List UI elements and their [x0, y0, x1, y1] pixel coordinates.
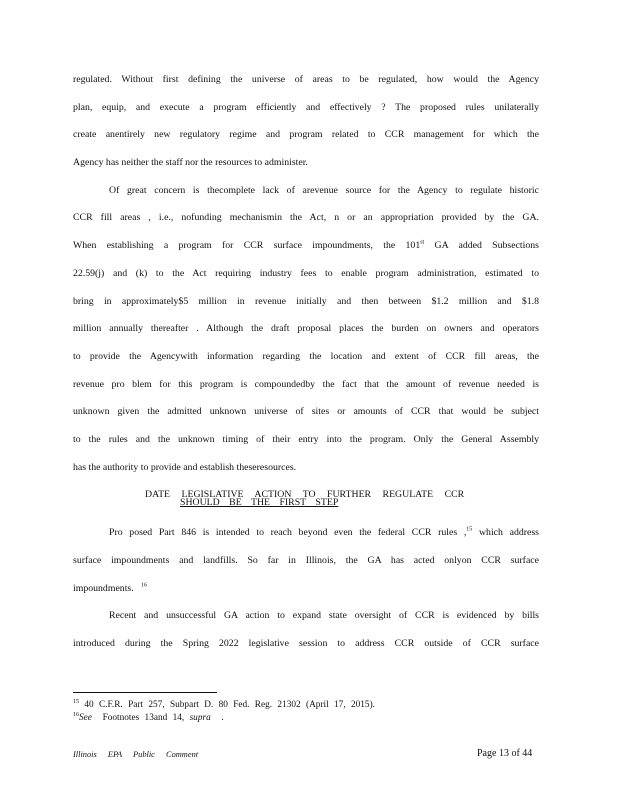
- text-fragment: When establishing a program for CCR surface impoundments, the 101: [73, 240, 421, 252]
- text-line: to provide the Agencywith information regarding the location and extent of CCR fill areas, the: [73, 350, 539, 362]
- body-text: [73, 68, 539, 660]
- ordinal-superscript: st: [420, 239, 425, 246]
- footnote-signal: See: [79, 713, 92, 723]
- text-line: Recent and unsuccessful GA action to expand state oversight of CCR is evidenced by bills: [109, 610, 539, 622]
- footnote-16: [73, 712, 539, 725]
- section-heading-line1: DATE LEGISLATIVE ACTION TO FURTHER REGULATE CCR: [145, 489, 465, 501]
- text-line: create anentirely new regulatory regime and program related to CCR management for which the: [73, 129, 539, 141]
- section-heading-line2: SHOULD BE THE FIRST STEP: [180, 497, 339, 509]
- text-fragment: Pro posed Part 846 is intended to reach beyond even the federal CCR rules ,: [109, 527, 467, 539]
- text-line: [73, 521, 539, 549]
- text-fragment: which address: [472, 527, 539, 539]
- footnote-number: 15: [73, 698, 79, 705]
- text-line: Agency has neither the staff nor the resources to administer.: [73, 157, 308, 169]
- text-line: revenue pro blem for this program is compoundedby the fact that the amount of revenue needed is: [73, 378, 539, 390]
- text-line: unknown given the admitted unknown universe of sites or amounts of CCR that would be subject: [73, 406, 539, 418]
- footnote-ref[interactable]: 15: [466, 527, 473, 534]
- text-line: introduced during the Spring 2022 legislative session to address CCR outside of CCR surface: [73, 638, 539, 650]
- text-line: plan, equip, and execute a program efficiently and effectively ? The proposed rules unilaterally: [73, 101, 539, 113]
- text-line: CCR fill areas , i.e., nofunding mechanismin the Act, n or an appropriation provided by the GA.: [73, 212, 539, 224]
- footnote-number: 16: [73, 711, 79, 718]
- section-heading: [73, 483, 539, 521]
- footnote-divider: [73, 692, 217, 693]
- footnote-text: 40 C.F.R. Part 257, Subpart D. 80 Fed. Reg. 21302 (April 17, 2015).: [84, 700, 375, 710]
- text-line: surface impoundments and landfills. So far in Illinois, the GA has acted onlyon CCR surface: [73, 555, 539, 566]
- footnote-15: [73, 699, 539, 712]
- text-fragment: GA added Subsections: [424, 240, 539, 252]
- page-number: Page 13 of 44: [477, 748, 533, 759]
- text-line: has the authority to provide and establish theseresources.: [73, 461, 297, 473]
- text-line: 22.59(j) and (k) to the Act requiring industry fees to enable program administration, estimated to: [73, 267, 539, 279]
- text-fragment: impoundments.: [73, 582, 134, 594]
- footnote-signal: supra: [189, 713, 211, 723]
- text-line: [73, 577, 539, 605]
- footnote-text: Footnotes 13and 14,: [102, 713, 185, 723]
- text-line: regulated. Without first defining the universe of areas to be regulated, how would the Agency: [73, 74, 539, 85]
- text-line: Of great concern is thecomplete lack of arevenue source for the Agency to regulate historic: [109, 184, 539, 196]
- text-line: [73, 234, 539, 262]
- footer-label: Illinois EPA Public Comment: [73, 750, 199, 759]
- text-line: to the rules and the unknown timing of their entry into the program. Only the General Assembly: [73, 433, 539, 445]
- footnote-text: .: [221, 713, 224, 723]
- text-line: million annually thereafter . Although the draft proposal places the burden on owners and operators: [73, 323, 539, 335]
- footnotes: [73, 699, 539, 725]
- text-line: bring in approximately$5 million in revenue initially and then between $1.2 million and $1.8: [73, 295, 539, 307]
- footnote-ref[interactable]: 16: [141, 582, 148, 589]
